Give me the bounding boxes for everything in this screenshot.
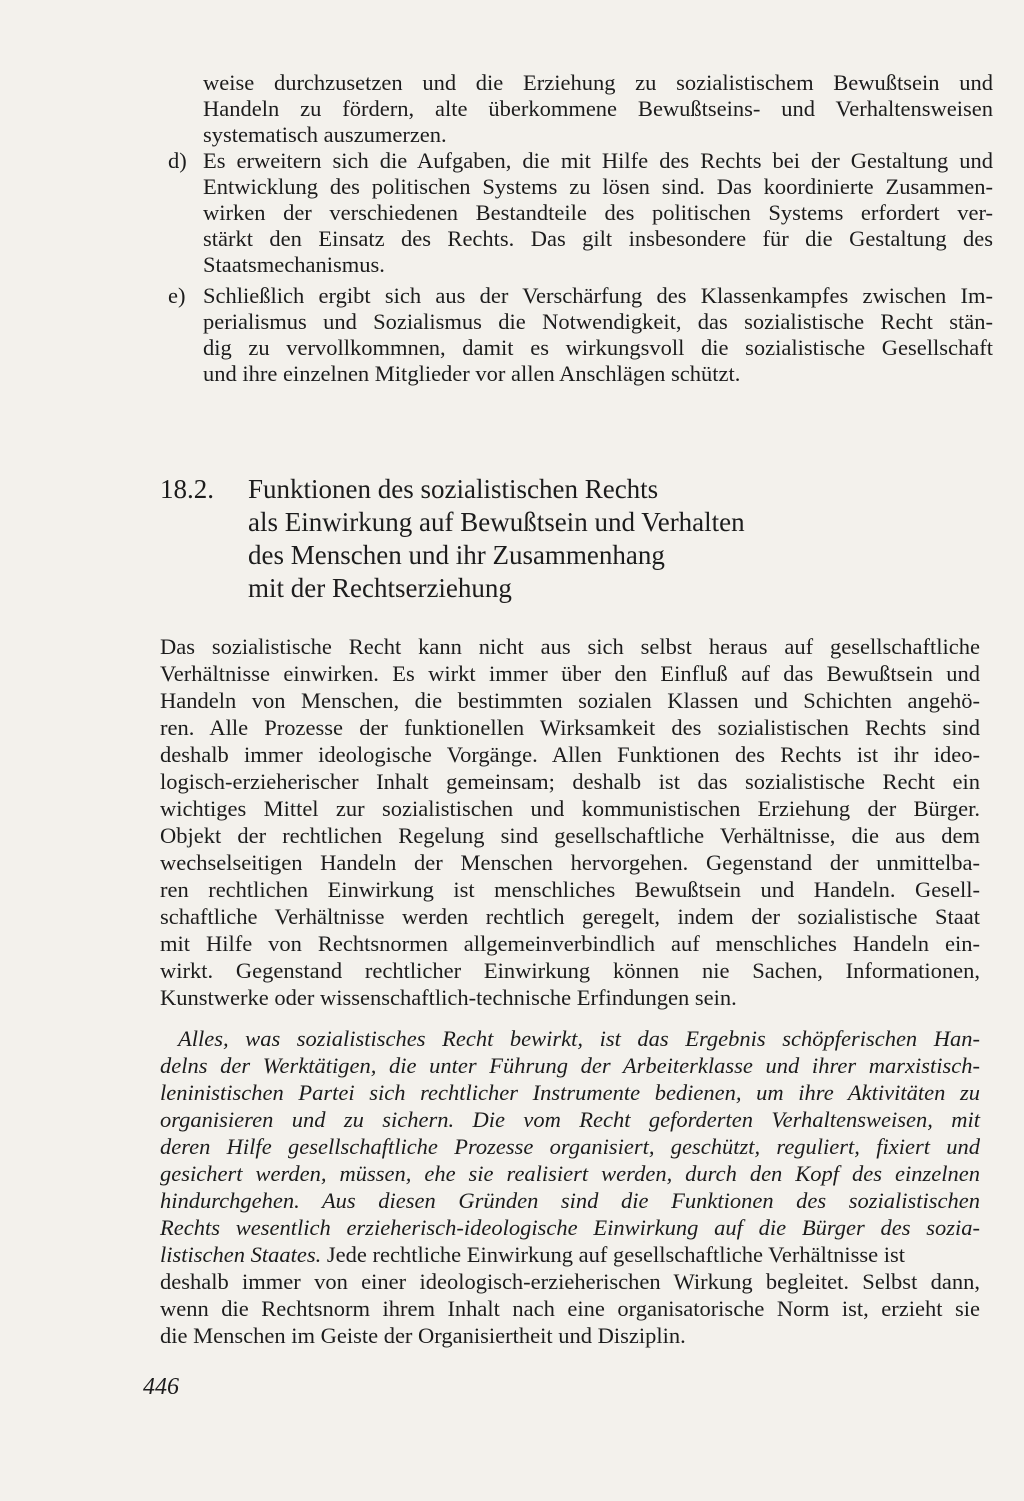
text-line: die Menschen im Geiste der Organisiertheit und Disziplin. <box>160 1323 686 1348</box>
text-line: wirken der verschiedenen Bestandteile des politischen Systems erfordert ver- <box>203 200 993 225</box>
text-line: deshalb immer ideologische Vorgänge. Allen Funktionen des Rechts ist ihr ideo- <box>160 742 980 767</box>
text-line: deshalb immer von einer ideologisch-erzieherischen Wirkung begleitet. Selbst dann, <box>160 1269 980 1294</box>
section-title-line: mit der Rechtserziehung <box>248 573 512 603</box>
italic-text-line: delns der Werktätigen, die unter Führung der Arbeiterklasse und ihrer marxistisch- <box>160 1053 980 1078</box>
text-line: mit Hilfe von Rechtsnormen allgemeinverbindlich auf menschliches Handeln ein- <box>160 931 980 956</box>
page-number: 446 <box>143 1374 179 1400</box>
section-title-line: Funktionen des sozialistischen Rechts <box>248 474 659 504</box>
text-line: wechselseitigen Handeln der Menschen hervorgehen. Gegenstand der unmittelba- <box>160 850 980 875</box>
italic-fragment: listischen Staates. <box>160 1242 322 1267</box>
text-line: ren rechtlichen Einwirkung ist menschliches Bewußtsein und Handeln. Gesell- <box>160 877 980 902</box>
text-line: Handeln von Menschen, die bestimmten sozialen Klassen und Schichten angehö- <box>160 688 980 713</box>
text-line: Objekt der rechtlichen Regelung sind gesellschaftliche Verhältnisse, die aus dem <box>160 823 980 848</box>
section-number: 18.2. <box>160 474 214 504</box>
text-line: Schließlich ergibt sich aus der Verschärfung des Klassenkampfes zwischen Im- <box>203 283 993 308</box>
italic-text-line: Alles, was sozialistisches Recht bewirkt, ist das Ergebnis schöpferischen Han- <box>178 1026 980 1051</box>
roman-fragment: Jede rechtliche Einwirkung auf gesellschaftliche Verhältnisse ist <box>321 1242 906 1267</box>
list-marker: e) <box>168 283 186 308</box>
text-line: und ihre einzelnen Mitglieder vor allen Anschlägen schützt. <box>203 361 741 386</box>
text-line: wenn die Rechtsnorm ihrem Inhalt nach eine organisatorische Norm ist, erzieht sie <box>160 1296 980 1321</box>
mixed-text-line <box>160 1242 905 1268</box>
italic-text-line: deren Hilfe gesellschaftliche Prozesse organisiert, geschützt, reguliert, fixiert und <box>160 1134 980 1159</box>
text-line: Kunstwerke oder wissenschaftlich-technische Erfindungen sein. <box>160 985 737 1010</box>
italic-text-line: gesichert werden, müssen, ehe sie realisiert werden, durch den Kopf des einzelnen <box>160 1161 980 1186</box>
text-line: weise durchzusetzen und die Erziehung zu sozialistischem Bewußtsein und <box>203 70 993 95</box>
italic-text-line: leninistischen Partei sich rechtlicher Instrumente bedienen, um ihre Aktivitäten zu <box>160 1080 980 1105</box>
section-title-line: des Menschen und ihr Zusammenhang <box>248 540 665 570</box>
text-line: systematisch auszumerzen. <box>203 122 447 147</box>
section-title-line: als Einwirkung auf Bewußtsein und Verhalten <box>248 507 745 537</box>
text-line: ren. Alle Prozesse der funktionellen Wirksamkeit des sozialistischen Rechts sind <box>160 715 980 740</box>
text-line: perialismus und Sozialismus die Notwendigkeit, das sozialistische Recht stän- <box>203 309 993 334</box>
text-line: logisch-erzieherischer Inhalt gemeinsam; deshalb ist das sozialistische Recht ein <box>160 769 980 794</box>
italic-text-line: Rechts wesentlich erzieherisch-ideologische Einwirkung auf die Bürger des sozia- <box>160 1215 980 1240</box>
text-line: Das sozialistische Recht kann nicht aus sich selbst heraus auf gesellschaftliche <box>160 634 980 659</box>
text-line: dig zu vervollkommnen, damit es wirkungsvoll die sozialistische Gesellschaft <box>203 335 993 360</box>
text-line: schaftliche Verhältnisse werden rechtlich geregelt, indem der sozialistische Staat <box>160 904 980 929</box>
text-line: stärkt den Einsatz des Rechts. Das gilt insbesondere für die Gestaltung des <box>203 226 993 251</box>
list-marker: d) <box>168 148 187 173</box>
italic-text-line: hindurchgehen. Aus diesen Gründen sind die Funktionen des sozialistischen <box>160 1188 980 1213</box>
text-line: wirkt. Gegenstand rechtlicher Einwirkung können nie Sachen, Informationen, <box>160 958 980 983</box>
italic-text-line: organisieren und zu sichern. Die vom Recht geforderten Verhaltensweisen, mit <box>160 1107 980 1132</box>
text-line: Es erweitern sich die Aufgaben, die mit Hilfe des Rechts bei der Gestaltung und <box>203 148 993 173</box>
text-line: Verhältnisse einwirken. Es wirkt immer über den Einfluß auf das Bewußtsein und <box>160 661 980 686</box>
text-line: Entwicklung des politischen Systems zu lösen sind. Das koordinierte Zusammen- <box>203 174 993 199</box>
text-line: Handeln zu fördern, alte überkommene Bewußtseins- und Verhaltensweisen <box>203 96 993 121</box>
text-line: wichtiges Mittel zur sozialistischen und kommunistischen Erziehung der Bürger. <box>160 796 980 821</box>
text-line: Staatsmechanismus. <box>203 252 385 277</box>
